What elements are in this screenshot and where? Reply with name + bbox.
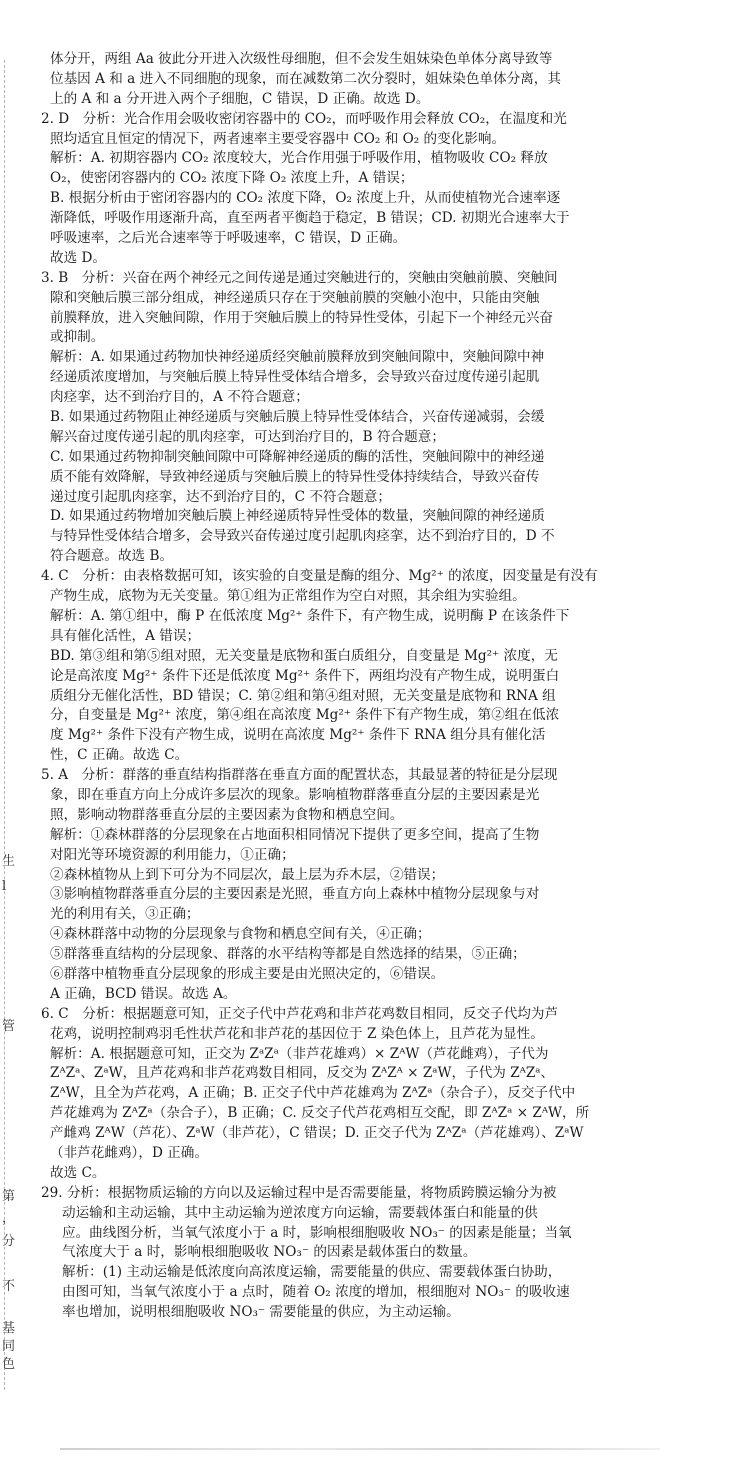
text-line: 解析：A. 初期容器内 CO₂ 浓度较大，光合作用强于呼吸作用，植物吸收 CO₂ 释放	[50, 150, 548, 167]
margin-char: 同	[2, 1339, 16, 1354]
text-line: 故选 C。	[50, 1164, 106, 1181]
text-line: 性，C 正确。故选 C。	[50, 747, 189, 764]
text-line: 对阳光等环境资源的利用能力，①正确；	[50, 846, 295, 863]
text-line: 或抑制。	[50, 329, 105, 346]
text-line: 由图可知，当氧气浓度小于 a 点时，随着 O₂ 浓度的增加，根细胞对 NO₃⁻ 的吸收速	[62, 1284, 570, 1301]
text-line: 花鸡，说明控制鸡羽毛性状芦花和非芦花的基因位于 Z 染色体上，且芦花为显性。	[50, 1025, 544, 1042]
scan-artifact-line	[60, 1448, 660, 1450]
text-line: 隙和突触后膜三部分组成，神经递质只存在于突触前膜的突触小泡中，只能由突触	[50, 289, 540, 306]
text-line: 前膜释放，进入突触间隙，作用于突触后膜上的特异性受体，引起下一个神经元兴奋	[50, 309, 553, 326]
text-line: 5. A 分析：群落的垂直结构指群落在垂直方面的配置状态，其最显著的特征是分层现	[41, 767, 558, 784]
text-line: 解析：A. 第①组中，酶 P 在低浓度 Mg²⁺ 条件下，有产物生成，说明酶 P 在该条件下	[50, 607, 570, 624]
text-line: 应。曲线图分析，当氧气浓度小于 a 时，影响根细胞吸收 NO₃⁻ 的因素是能量；当氧	[62, 1224, 572, 1241]
margin-char: 分	[2, 1234, 16, 1249]
text-line: O₂，使密闭容器内的 CO₂ 浓度下降 O₂ 浓度上升，A 错误；	[50, 170, 414, 187]
text-line: 质组分无催化活性，BD 错误；C. 第②组和第④组对照，无关变量是底物和 RNA 组	[50, 687, 556, 704]
text-line: D. 如果通过药物增加突触后膜上神经递质特异性受体的数量，突触间隙的神经递质	[50, 508, 545, 525]
margin-char: 生	[2, 854, 16, 869]
text-line: 象，即在垂直方向上分成许多层次的现象。影响植物群落垂直分层的主要因素是光	[50, 786, 540, 803]
text-line: ③影响植物群落垂直分层的主要因素是光照，垂直方向上森林中植物分层现象与对	[50, 886, 540, 903]
text-line: 解析：①森林群落的分层现象在占地面积相同情况下提供了更多空间，提高了生物	[50, 826, 540, 843]
text-line: 产雌鸡 ZᴬW（芦花）、ZᵃW（非芦花），C 错误；D. 正交子代为 ZᴬZᵃ（芦花雄鸡）、ZᵃW	[50, 1125, 584, 1142]
text-line: 符合题意。故选 B。	[50, 548, 174, 565]
text-line: （非芦花雌鸡），D 正确。	[50, 1144, 208, 1161]
left-margin-fragments	[0, 0, 22, 1462]
text-line: 解析：(1) 主动运输是低浓度向高浓度运输，需要能量的供应、需要载体蛋白协助，	[62, 1264, 562, 1281]
text-line: 故选 D。	[50, 249, 107, 266]
margin-char: 不	[2, 1279, 16, 1294]
text-line: ⑥群落中植物垂直分层现象的形成主要是由光照决定的，⑥错误。	[50, 965, 445, 982]
text-line: 气浓度大于 a 时，影响根细胞吸收 NO₃⁻ 的因素是载体蛋白的数量。	[62, 1244, 477, 1261]
text-line: 质不能有效降解，导致神经递质与突触后膜上的特异性受体持续结合，导致兴奋传	[50, 468, 540, 485]
text-line: 论是高浓度 Mg²⁺ 条件下还是低浓度 Mg²⁺ 条件下，两组均没有产物生成，说明蛋白	[50, 667, 560, 684]
text-line: 光的利用有关，③正确；	[50, 906, 200, 923]
answer-explanations	[26, 50, 716, 1323]
text-line: 上的 A 和 a 分开进入两个子细胞，C 错误，D 正确。故选 D。	[50, 90, 430, 107]
text-line: B. 如果通过药物阻止神经递质与突触后膜上特异性受体结合，兴奋传递减弱，会缓	[50, 409, 545, 426]
text-line: ZᴬZᵃ、ZᵃW，且芦花鸡和非芦花鸡数目相同，反交为 ZᴬZᴬ × ZᵃW，子代为 ZᴬZᵃ、	[50, 1065, 555, 1082]
margin-char: 基	[2, 1321, 16, 1336]
text-line: 2. D 分析：光合作用会吸收密闭容器中的 CO₂，而呼吸作用会释放 CO₂，在温度和光	[41, 110, 567, 127]
text-line: C. 如果通过药物抑制突触间隙中可降解神经递质的酶的活性，突触间隙中的神经递	[50, 448, 545, 465]
text-line: 4. C 分析：由表格数据可知，该实验的自变量是酶的组分、Mg²⁺ 的浓度，因变量是有没有	[41, 568, 598, 585]
text-line: 具有催化活性，A 错误；	[50, 627, 201, 644]
text-line: 芦花雄鸡为 ZᴬZᵃ（杂合子），B 正确；C. 反交子代芦花鸡相互交配，即 ZᴬZᵃ × ZᴬW，所	[50, 1105, 590, 1122]
text-line: 6. C 分析：根据题意可知，正交子代中芦花鸡和非芦花鸡数目相同，反交子代均为芦	[41, 1005, 559, 1022]
text-line: ⑤群落垂直结构的分层现象、群落的水平结构等都是自然选择的结果，⑤正确；	[50, 946, 526, 963]
text-line: 经递质浓度增加，与突触后膜上特异性受体结合增多，会导致兴奋过度传递引起肌	[50, 369, 540, 386]
text-line: 29. 分析：根据物质运输的方向以及运输过程中是否需要能量，将物质跨膜运输分为被	[41, 1184, 557, 1201]
text-line: 呼吸速率，之后光合速率等于呼吸速率，C 错误，D 正确。	[50, 230, 407, 247]
margin-char: l	[2, 879, 7, 894]
margin-char: 管	[2, 1019, 16, 1034]
text-line: 解析：A. 根据题意可知，正交为 ZᵃZᵃ（非芦花雄鸡）× ZᴬW（芦花雌鸡），子代为	[50, 1045, 549, 1062]
text-line: 递过度引起肌肉痉挛，达不到治疗目的，C 不符合题意；	[50, 488, 391, 505]
text-line: 3. B 分析：兴奋在两个神经元之间传递是通过突触进行的，突触由突触前膜、突触间	[41, 269, 558, 286]
text-line: 产物生成，底物为无关变量。第①组为正常组作为空白对照，其余组为实验组。	[50, 588, 526, 605]
text-line: 动运输和主动运输，其中主动运输为逆浓度方向运输，需要载体蛋白和能量的供	[62, 1204, 538, 1221]
text-line: 肉痉挛，达不到治疗目的，A 不符合题意；	[50, 389, 309, 406]
text-line: 照均适宜且恒定的情况下，两者速率主要受容器中 CO₂ 和 O₂ 的变化影响。	[50, 130, 506, 147]
text-line: 解兴奋过度传递引起的肌肉痉挛，可达到治疗目的，B 符合题意；	[50, 428, 445, 445]
text-line: 率也增加，说明根细胞吸收 NO₃⁻ 需要能量的供应，为主动运输。	[62, 1304, 460, 1321]
text-line: 渐降低，呼吸作用逐渐升高，直至两者平衡趋于稳定，B 错误；CD. 初期光合速率大于	[50, 210, 570, 227]
margin-char: ，	[2, 1211, 16, 1226]
margin-char: 色	[2, 1357, 16, 1372]
text-line: ②森林植物从上到下可分为不同层次，最上层为乔木层，②错误；	[50, 866, 445, 883]
text-line: ZᴬW，且全为芦花鸡，A 正确；B. 正交子代中芦花雄鸡为 ZᴬZᵃ（杂合子），反交子代中	[50, 1085, 576, 1102]
text-line: 位基因 A 和 a 进入不同细胞的现象，而在减数第二次分裂时，姐妹染色单体分离，其	[50, 70, 561, 87]
text-line: 分，自变量是 Mg²⁺ 浓度，第④组在高浓度 Mg²⁺ 条件下有产物生成，第②组在低浓	[50, 707, 560, 724]
text-line: B. 根据分析由于密闭容器内的 CO₂ 浓度下降，O₂ 浓度上升，从而使植物光合速率逐	[50, 190, 561, 207]
text-line: ④森林群落中动物的分层现象与食物和栖息空间有关，④正确；	[50, 926, 431, 943]
text-line: 度 Mg²⁺ 条件下没有产物生成，说明在高浓度 Mg²⁺ 条件下 RNA 组分具有催化活	[50, 727, 546, 744]
text-line: 照，影响动物群落垂直分层的主要因素为食物和栖息空间。	[50, 806, 404, 823]
text-line: 解析：A. 如果通过药物加快神经递质经突触前膜释放到突触间隙中，突触间隙中神	[50, 349, 545, 366]
text-line: A 正确，BCD 错误。故选 A。	[50, 985, 237, 1002]
text-line: 与特异性受体结合增多，会导致兴奋传递过度引起肌肉痉挛，达不到治疗目的，D 不	[50, 528, 555, 545]
text-line: BD. 第③组和第⑤组对照，无关变量是底物和蛋白质组分，自变量是 Mg²⁺ 浓度，无	[50, 647, 558, 664]
text-line: 体分开，两组 Aa 彼此分开进入次级性母细胞，但不会发生姐妹染色单体分离导致等	[50, 51, 553, 67]
margin-char: 第	[2, 1189, 16, 1204]
